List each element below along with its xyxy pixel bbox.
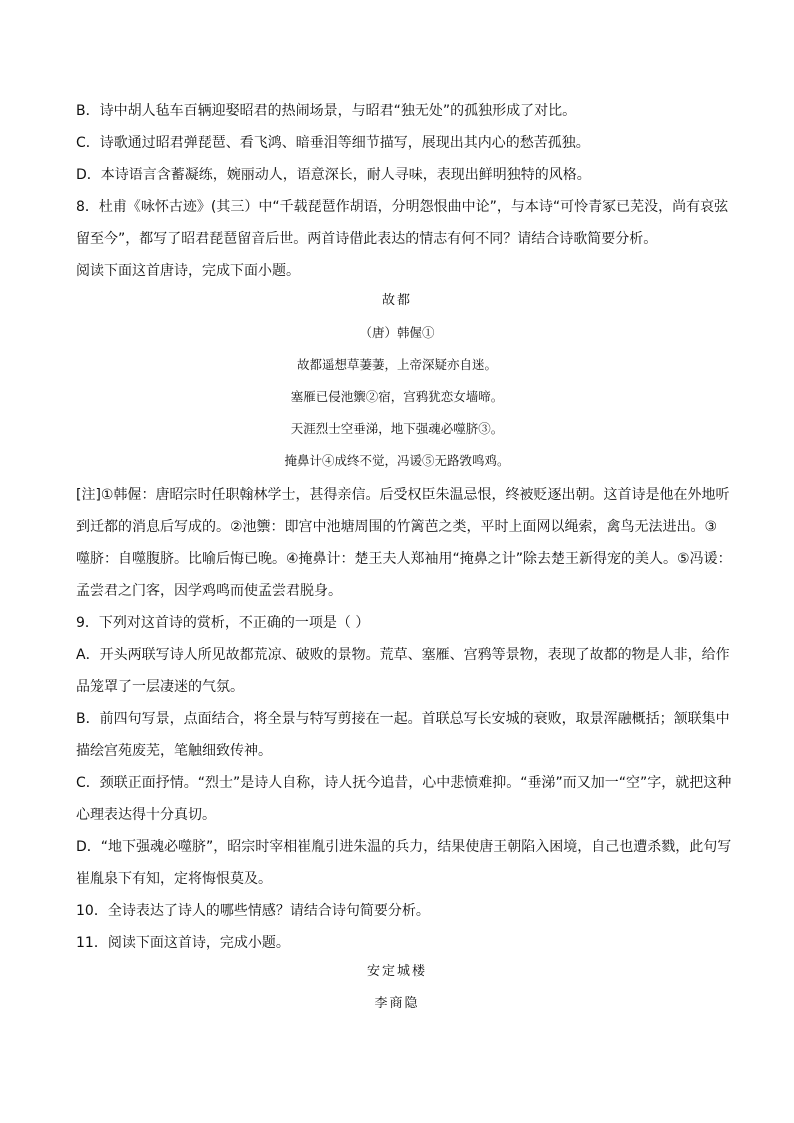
question-8-line-1: 8．杜甫《咏怀古迹》(其三）中“千载琵琶作胡语，分明怨恨曲中论”，与本诗“可怜青冢已芜没，尚有哀弦: [76, 199, 729, 215]
reading-instruction: 阅读下面这首唐诗，完成下面小题。: [76, 263, 300, 279]
poem-verse-1: 故都遥想草萋萋，上帝深疑亦自迷。: [296, 357, 497, 372]
note-line-3: 噬脐：自噬腹脐。比喻后悔已晚。④掩鼻计：楚王夫人郑袖用“掩鼻之计”除去楚王新得宠的美人。⑤冯谖：: [76, 551, 732, 567]
q9-option-b-line-1: B．前四句写景，点面结合，将全景与特写剪接在一起。首联总写长安城的衰败，取景浑融概括；颔联集中: [76, 711, 730, 727]
q9-option-c-line-1: C．颈联正面抒情。“烈士”是诗人自称，诗人抚今追昔，心中悲愤难抑。“垂涕”而又加一“空”字，就把这种: [76, 775, 732, 791]
poem-verse-2: 塞雁已侵池籞②宿，宫鸦犹恋女墙啼。: [290, 389, 504, 404]
q9-option-b-line-2: 描绘宫苑废芜，笔触细致传神。: [76, 743, 272, 759]
option-d: D．本诗语言含蓄凝练，婉丽动人，语意深长，耐人寻味，表现出鲜明独特的风格。: [76, 167, 591, 183]
option-c: C．诗歌通过昭君弹琵琶、看飞鸿、暗垂泪等细节描写，展现出其内心的愁苦孤独。: [76, 135, 590, 151]
poem-title: 故都: [381, 293, 412, 308]
q9-option-d-line-2: 崔胤泉下有知，定将悔恨莫及。: [76, 871, 272, 887]
poem-author: （唐）韩偓①: [359, 325, 435, 340]
question-8-line-2: 留至今”，都写了昭君琵琶留音后世。两首诗借此表达的情志有何不同？请结合诗歌简要分析。: [76, 231, 658, 247]
poem-verse-4: 掩鼻计④成终不觉，冯谖⑤无路敩鸣鸡。: [284, 453, 510, 468]
poem-2-title: 安定城楼: [366, 964, 427, 979]
q9-option-a-line-2: 品笼罩了一层凄迷的气氛。: [76, 679, 244, 695]
note-line-2: 到迁都的消息后写成的。②池籞：即宫中池塘周围的竹篱芭之类，平时上面网以绳索，禽鸟无法进出。③: [76, 519, 718, 535]
q9-option-d-line-1: D．“地下强魂必噬脐”，昭宗时宰相崔胤引进朱温的兵力，结果使唐王朝陷入困境，自己也遭杀戮，此句写: [76, 839, 732, 855]
question-10: 10．全诗表达了诗人的哪些情感？请结合诗句简要分析。: [76, 903, 430, 919]
poem-2-author: 李商隐: [374, 996, 420, 1011]
q9-option-a-line-1: A．开头两联写诗人所见故都荒凉、破败的景物。荒草、塞雁、宫鸦等景物，表现了故都的物是人非，给作: [76, 647, 730, 663]
question-11: 11．阅读下面这首诗，完成小题。: [76, 935, 290, 951]
q9-option-c-line-2: 心理表达得十分真切。: [76, 807, 216, 823]
question-9: 9．下列对这首诗的赏析，不正确的一项是（ ）: [76, 615, 370, 631]
note-line-1: [注]①韩偓：唐昭宗时任职翰林学士，甚得亲信。后受权臣朱温忌恨，终被贬逐出朝。这首诗是他在外地听: [76, 487, 730, 503]
poem-verse-3: 天涯烈士空垂涕，地下强魂必噬脐③。: [290, 421, 504, 436]
option-b: B．诗中胡人毡车百辆迎娶昭君的热闹场景，与昭君“独无处”的孤独形成了对比。: [76, 103, 577, 119]
note-line-4: 孟尝君之门客，因学鸡鸣而使孟尝君脱身。: [76, 583, 342, 599]
